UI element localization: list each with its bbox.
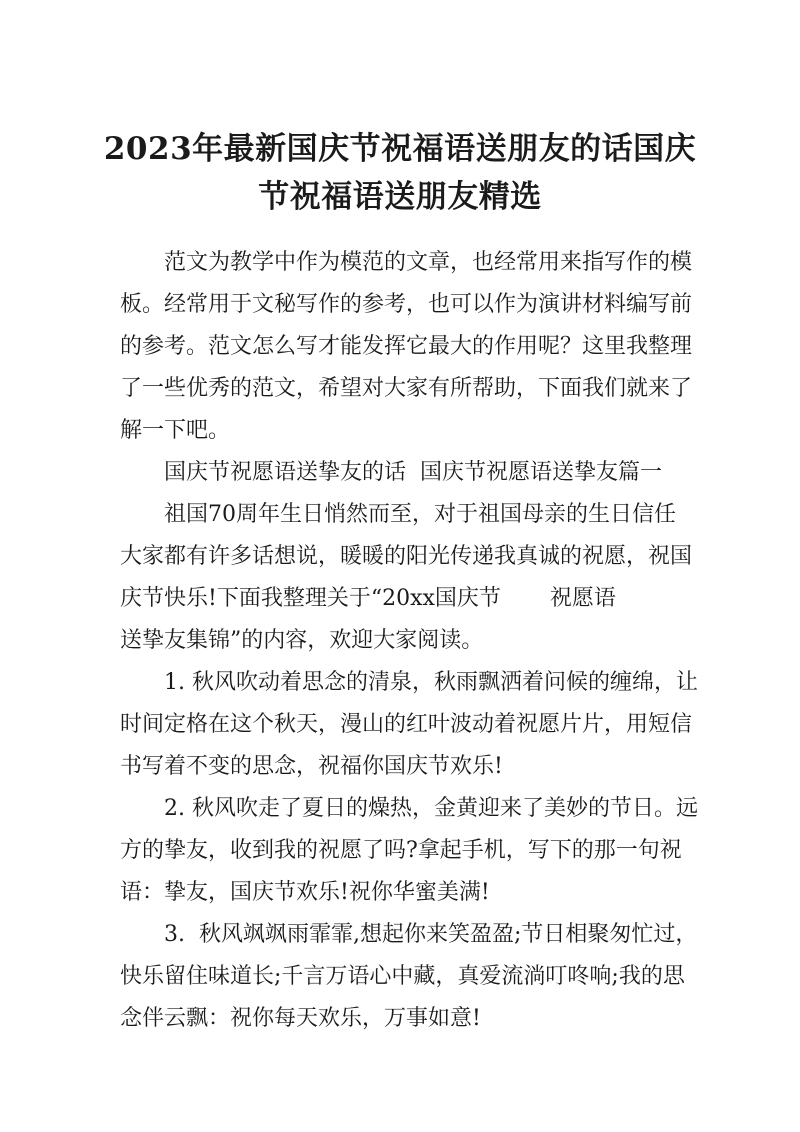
body-line: 大家都有许多话想说，暖暖的阳光传递我真诚的祝愿，祝国 [120,544,693,569]
body-line: 板。经常用于文秘写作的参考，也可以作为演讲材料编写前 [120,292,693,317]
body-line: 庆节快乐!下面我整理关于“20xx国庆节 祝愿语 [120,586,616,611]
body-line: 书写着不变的思念，祝福你国庆节欢乐! [120,754,503,779]
list-item-1: 1. 秋风吹动着思念的清泉，秋雨飘洒着问候的缠绵，让 [164,670,698,695]
section-heading: 国庆节祝愿语送挚友的话 国庆节祝愿语送挚友篇一 [164,460,662,485]
body-line: 方的挚友，收到我的祝愿了吗?拿起手机，写下的那一句祝 [120,838,682,863]
body-line: 时间定格在这个秋天，漫山的红叶波动着祝愿片片，用短信 [120,712,693,737]
body-line: 了一些优秀的范文，希望对大家有所帮助，下面我们就来了 [120,376,693,401]
body-line: 范文为教学中作为模范的文章，也经常用来指写作的模 [164,250,693,275]
list-item-3: 3. 秋风飒飒雨霏霏,想起你来笑盈盈;节日相聚匆忙过， [164,922,698,947]
body-line: 语：挚友，国庆节欢乐!祝你华蜜美满! [120,880,490,905]
body-line: 念伴云飘：祝你每天欢乐，万事如意! [120,1006,481,1031]
list-item-2: 2. 秋风吹走了夏日的燥热，金黄迎来了美妙的节日。远 [164,796,698,821]
body-line: 祖国70周年生日悄然而至，对于祖国母亲的生日信任 [164,502,676,527]
body-line: 的参考。范文怎么写才能发挥它最大的作用呢？这里我整理 [120,334,693,359]
body-line: 送挚友集锦”的内容，欢迎大家阅读。 [120,628,484,653]
document-title-line-2: 节祝福语送朋友精选 [258,179,542,215]
document-title-line-1: 2023年最新国庆节祝福语送朋友的话国庆 [103,131,697,167]
body-line: 快乐留住味道长;千言万语心中藏，真爱流淌叮咚响;我的思 [120,964,685,989]
body-line: 解一下吧。 [120,418,231,443]
